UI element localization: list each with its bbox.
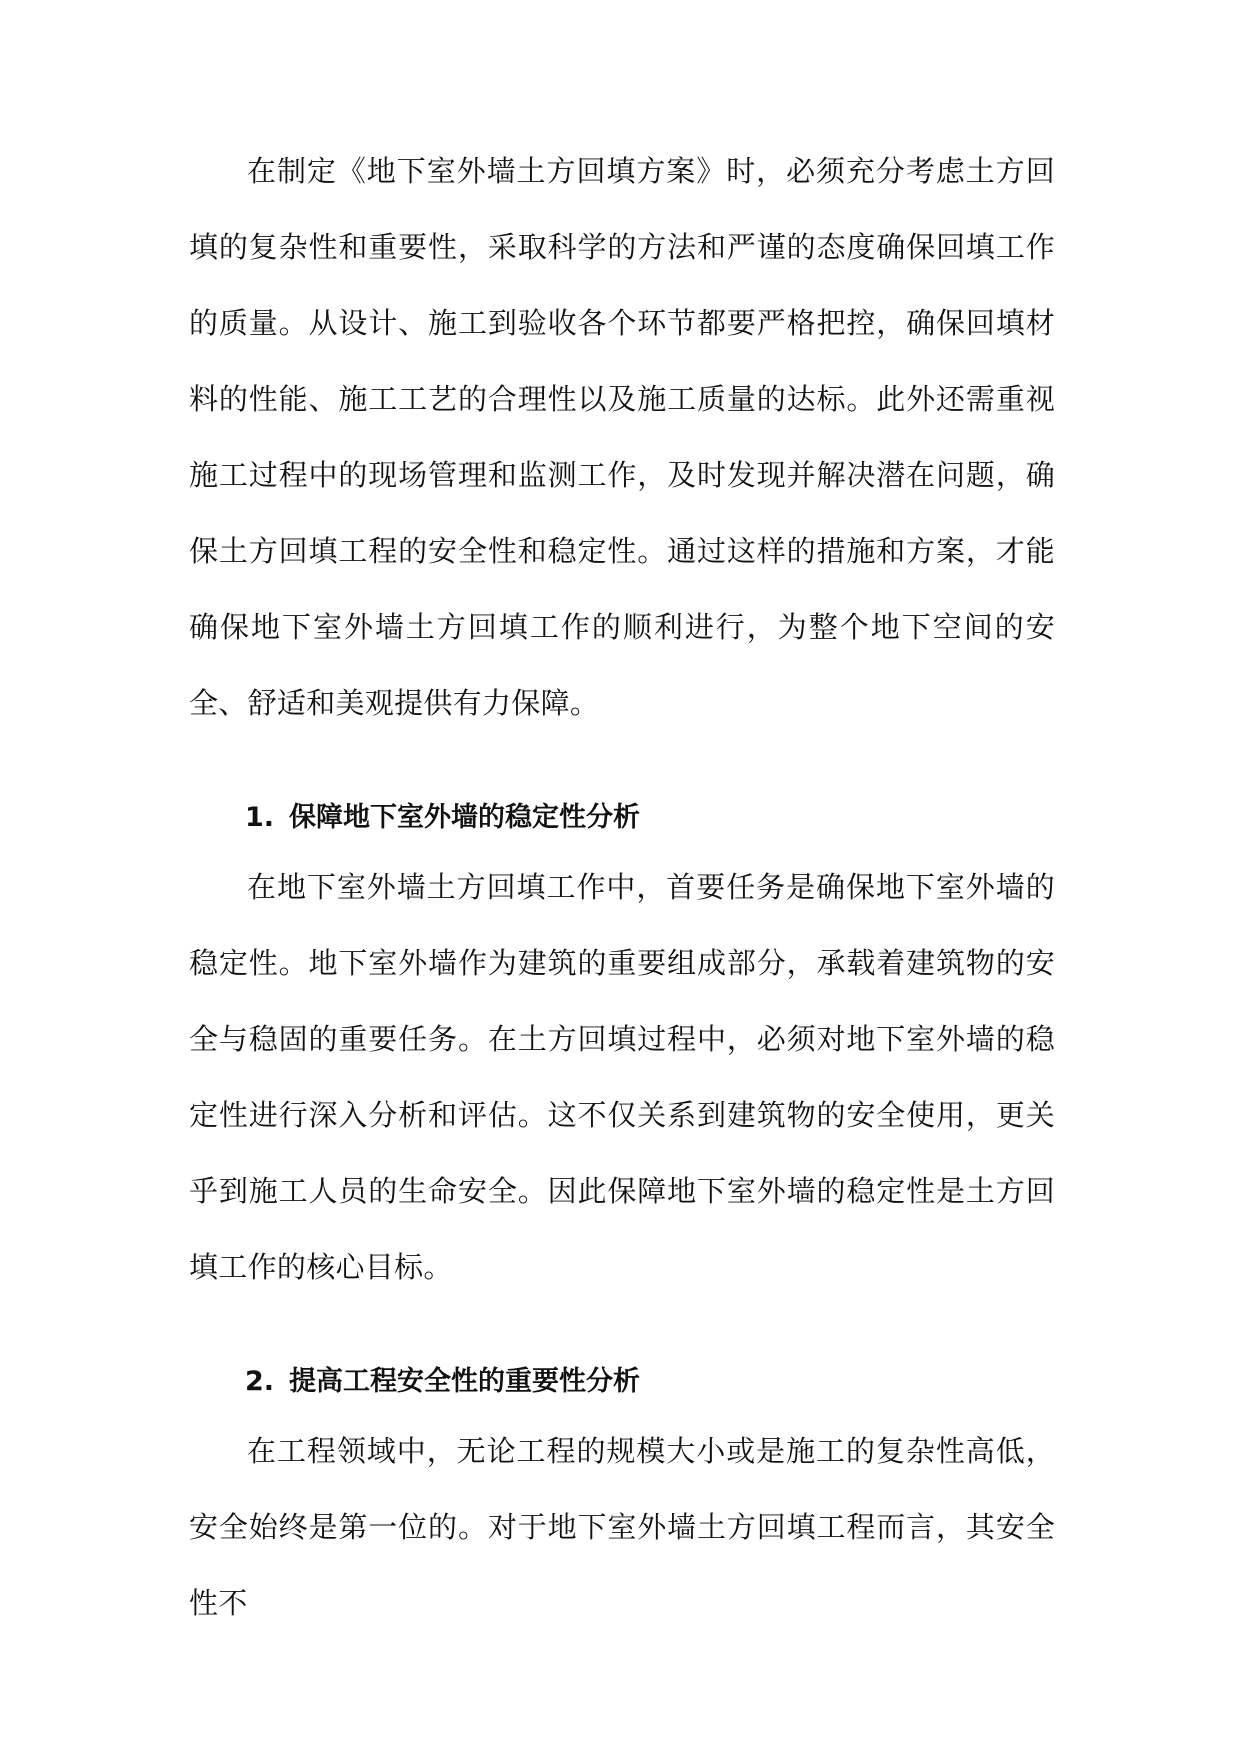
section-title: 保障地下室外墙的稳定性分析 xyxy=(289,802,640,833)
section-2-paragraph: 在工程领域中，无论工程的规模大小或是施工的复杂性高低，安全始终是第一位的。对于地下室外墙土方回填工程而言，其安全性不 xyxy=(189,1434,1055,1620)
section-number: 2. xyxy=(245,1366,275,1397)
section-heading-1 xyxy=(189,741,1055,841)
section-heading-2 xyxy=(189,1305,1055,1405)
section-title: 提高工程安全性的重要性分析 xyxy=(289,1366,640,1397)
intro-paragraph: 在制定《地下室外墙土方回填方案》时，必须充分考虑土方回填的复杂性和重要性，采取科学的方法和严谨的态度确保回填工作的质量。从设计、施工到验收各个环节都要严格把控，确保回填材料的性能、施工工艺的合理性以及施工质量的达标。此外还需重视施工过程中的现场管理和监测工作，及时发现并解决潜在问题，确保土方回填工程的安全性和稳定性。通过这样的措施和方案，才能确保地下室外墙土方回填工作的顺利进行，为整个地下空间的安全、舒适和美观提供有力保障。 xyxy=(189,154,1055,720)
section-number: 1. xyxy=(245,802,275,833)
document-body xyxy=(189,133,1055,1641)
section-1-paragraph: 在地下室外墙土方回填工作中，首要任务是确保地下室外墙的稳定性。地下室外墙作为建筑的重要组成部分，承载着建筑物的安全与稳固的重要任务。在土方回填过程中，必须对地下室外墙的稳定性进行深入分析和评估。这不仅关系到建筑物的安全使用，更关乎到施工人员的生命安全。因此保障地下室外墙的稳定性是土方回填工作的核心目标。 xyxy=(189,870,1055,1284)
